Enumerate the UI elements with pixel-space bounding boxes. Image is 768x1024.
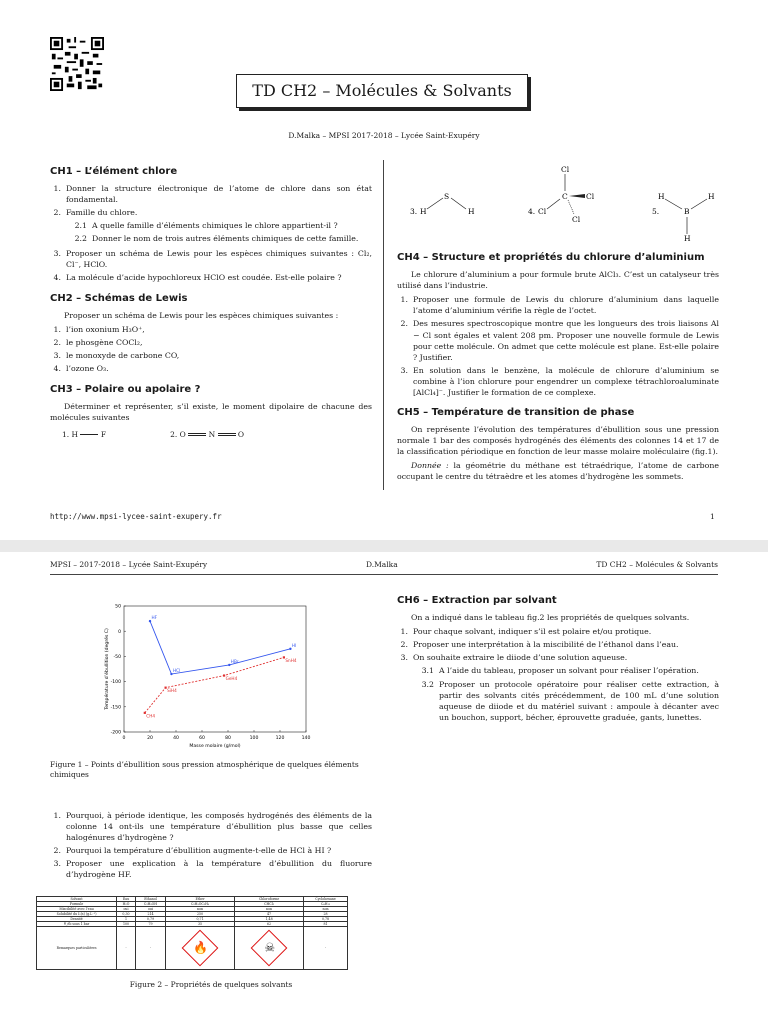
svg-text:H: H [708, 192, 715, 201]
data-point [149, 620, 151, 622]
molecule-bh3 [652, 192, 715, 243]
molecule-structures [400, 158, 720, 248]
svg-text:Cl: Cl [561, 165, 570, 174]
ch5-heading: CH5 – Température de transition de phase [397, 406, 635, 418]
ch5-note: Donnée : la géométrie du méthane est tétraédrique, l’atome de carbone occupant le centre du tétraèdre et les atomes d’hydrogène les sommets. [397, 461, 720, 482]
series-line [145, 657, 284, 712]
ch6-section [397, 594, 719, 725]
x-tick-label: 20 [147, 736, 153, 741]
list-item: 2. Famille du chlore. [53, 208, 138, 218]
ch6-heading: CH6 – Extraction par solvant [397, 595, 557, 606]
table-cell: oui [117, 907, 136, 912]
list-item: 2. Proposer une interprétation à la miscibilité de l’éthanol dans l’eau. [400, 640, 679, 650]
header-rule [50, 574, 718, 575]
boiling-point-chart [84, 600, 314, 752]
questions-list [50, 810, 372, 882]
ch3-heading: CH3 – Polaire ou apolaire ? [50, 384, 201, 396]
ch5-paragraph: On représente l’évolution des températures d’ébullition sous une pression normale 1 bar des composés hydrogénés des éléments des colonnes 14 et 17 de la classification périodique en fonction de leur masse molaire moléculaire (fig.1). [397, 425, 719, 457]
molecule-ccl4 [528, 165, 595, 224]
y-tick-label: 0 [118, 629, 121, 635]
table-cell: 100 [117, 922, 136, 927]
figure-2-caption: Figure 2 – Propriétés de quelques solvants [129, 980, 293, 989]
data-label: SiH4 [167, 688, 177, 694]
x-tick-label: 60 [199, 736, 205, 741]
ch6-intro: On a indiqué dans le tableau fig.2 les propriétés de quelques solvants. [411, 613, 690, 623]
table-cell: Densité [37, 917, 117, 922]
table-cell: 1 [117, 917, 136, 922]
table-cell: C₆H₁₂ [304, 902, 348, 907]
table-cell: Eau [117, 897, 136, 902]
x-tick-label: 100 [249, 736, 259, 741]
table-cell: CHCl₃ [235, 902, 304, 907]
svg-text:H: H [468, 207, 475, 216]
data-point [170, 673, 172, 675]
ch3-intro: Déterminer et représenter, s’il existe, le moment dipolaire de chacune des molécules suivantes [50, 402, 372, 423]
table-cell: C₂H₅OH [135, 902, 165, 907]
list-item: 1. Pour chaque solvant, indiquer s’il est polaire et/ou protique. [400, 627, 652, 637]
data-point [289, 648, 291, 650]
author-line: D.Malka – MPSI 2017-2018 – Lycée Saint-Exupéry [288, 131, 480, 140]
svg-text:H: H [684, 234, 691, 243]
column-divider [383, 160, 384, 490]
data-label: HCl [172, 668, 181, 674]
ch2-intro: Proposer un schéma de Lewis pour les espèces chimiques suivantes : [64, 310, 339, 320]
table-row: Remarques particulières - - 🔥 ☠ - [37, 927, 348, 970]
list-item: 3. le monoxyde de carbone CO, [53, 351, 180, 361]
page-gap [0, 540, 768, 552]
list-item: 1. Pourquoi, à période identique, les composés hydrogénés des éléments de la colonne 14 ont-ils une température d’ébullition plus basse que celles halogénures d’hydrogène ? [53, 811, 372, 843]
svg-text:Cl: Cl [586, 192, 595, 201]
solvents-table [36, 896, 348, 970]
sub-item: 3.2 Proposer un protocole opératoire pour réaliser cette extraction, à partir des solvants cités précédemment, de 100 mL d’une solution aqueuse de diiode et du matériel suivant : ampoule à décanter avec un bouchon, support, bécher, éprouvette graduée, gants, lunettes. [421, 679, 719, 722]
table-cell: non [304, 907, 348, 912]
list-item: 1. Proposer une formule de Lewis du chlorure d’aluminium dans laquelle l’atome d’aluminium vérifie la règle de l’octet. [400, 295, 719, 316]
sub-item: 3.1 A l’aide du tableau, proposer un solvant pour réaliser l’opération. [421, 666, 699, 676]
sub-item: 2.1 A quelle famille d’éléments chimiques le chlore appartient-il ? [74, 221, 338, 231]
table-cell: Solvant [37, 897, 117, 902]
data-label: SnH4 [285, 657, 297, 663]
table-cell: 47 [235, 912, 304, 917]
ch4-intro: Le chlorure d’aluminium a pour formule brute AlCl₃. C’est un catalyseur très utilisé dans l’industrie. [397, 270, 719, 291]
list-item: 1. l’ion oxonium H₃O⁺, [53, 324, 145, 334]
left-column [50, 165, 372, 440]
table-cell: 35 [166, 922, 235, 927]
x-tick-label: 0 [122, 736, 126, 741]
list-item: 1. Donner la structure électronique de l’atome de chlore dans son état fondamental. [53, 184, 372, 205]
data-label: CH4 [146, 713, 156, 719]
table-cell: 1,48 [235, 917, 304, 922]
flammable-pictogram-icon: 🔥 [182, 930, 219, 967]
list-item: 3. Proposer une explication à la température d’ébullition du fluorure d’hydrogène HF. [53, 859, 372, 880]
qr-code-icon[interactable] [50, 37, 104, 91]
table-cell: H₂O [117, 902, 136, 907]
svg-text:5.: 5. [652, 207, 660, 216]
y-tick-label: 50 [115, 604, 121, 610]
table-cell: 62 [235, 922, 304, 927]
x-tick-label: 40 [173, 736, 179, 741]
table-cell: Cyclohexane [304, 897, 348, 902]
page-number: 1 [710, 512, 715, 521]
list-item: 2. Des mesures spectroscopique montre que les longueurs des trois liaisons Al − Cl sont égales et valent 208 pm. Proposer une nouvelle formule de Lewis pour cette molécule. On admet que cette molécule est plane. Est-elle polaire ? Justifier. [400, 319, 719, 362]
document-title: TD CH2 – Molécules & Solvants [236, 74, 528, 108]
table-cell: 28 [304, 912, 348, 917]
right-column [397, 251, 719, 485]
molecule-row [62, 430, 372, 441]
running-header-right: TD CH2 – Molécules & Solvants [596, 560, 718, 569]
table-cell: C₂H₅OC₂H₅ [166, 902, 235, 907]
page-2 [0, 552, 768, 1024]
svg-text:Cl: Cl [572, 215, 581, 224]
data-label: HBr [230, 658, 239, 664]
table-cell: Solubilité du I₂(s) (g.L⁻¹) [37, 912, 117, 917]
list-item: 3. Proposer un schéma de Lewis pour les espèces chimiques suivantes : Cl₂, Cl⁻, HClO. [53, 248, 372, 269]
table-cell: 0,79 [135, 917, 165, 922]
svg-text:Cl: Cl [538, 207, 547, 216]
table-cell: oui [135, 907, 165, 912]
running-header-left: MPSI – 2017-2018 – Lycée Saint-Exupéry [50, 560, 208, 569]
figure-1-caption: Figure 1 – Points d’ébullition sous pression atmosphérique de quelques éléments chimiques [50, 760, 359, 780]
footer-url[interactable]: http://www.mpsi-lycee-saint-exupery.fr [50, 512, 222, 521]
list-item: 3. On souhaite extraire le diiode d’une solution aqueuse. [400, 653, 628, 663]
svg-text:3.: 3. [410, 207, 418, 216]
molecule-h2s [410, 192, 475, 216]
table-cell: 81 [304, 922, 348, 927]
molecule-ono: 2. O N O [170, 429, 245, 439]
table-cell: 214 [135, 912, 165, 917]
table-cell: 79 [135, 922, 165, 927]
svg-text:C: C [562, 192, 568, 201]
x-tick-label: 80 [225, 736, 231, 741]
svg-text:S: S [444, 192, 450, 201]
y-tick-label: -150 [110, 705, 121, 711]
x-tick-label: 120 [275, 736, 285, 741]
svg-text:4.: 4. [528, 207, 536, 216]
y-axis-label: Température d’ébullition (degrés C) [105, 628, 110, 710]
y-tick-label: -200 [110, 730, 121, 736]
x-axis-label: Masse molaire (g/mol) [189, 744, 241, 749]
svg-text:B: B [684, 207, 690, 216]
solvents-table-wrap [36, 896, 348, 970]
table-cell: Ethanol [135, 897, 165, 902]
data-label: HI [291, 642, 297, 648]
sub-item: 2.2 Donner le nom de trois autres éléments chimiques de cette famille. [74, 234, 359, 244]
table-cell: 250 [166, 912, 235, 917]
svg-text:H: H [658, 192, 665, 201]
running-header-center: D.Malka [366, 560, 398, 569]
list-item: 4. La molécule d’acide hypochloreux HClO est coudée. Est-elle polaire ? [53, 272, 342, 282]
table-cell: Ether [166, 897, 235, 902]
svg-text:H: H [420, 207, 427, 216]
list-item: 2. Pourquoi la température d’ébullition augmente-t-elle de HCl à HI ? [53, 846, 332, 856]
y-tick-label: -100 [110, 680, 121, 686]
table-cell: 0,78 [304, 917, 348, 922]
series-line [150, 621, 290, 674]
x-tick-label: 140 [301, 736, 311, 741]
toxic-pictogram-icon: ☠ [251, 930, 288, 967]
data-label: GeH4 [225, 676, 238, 682]
table-cell: 0,71 [166, 917, 235, 922]
ch4-heading: CH4 – Structure et propriétés du chlorure d’aluminium [397, 252, 705, 263]
list-item: 3. En solution dans le benzène, la molécule de chlorure d’aluminium se combine à l’ion chlorure pour engendrer un complexe tétrachloroaluminate [AlCl₄]⁻. Justifier le formation de ce complexe. [400, 365, 719, 397]
table-cell: non [166, 907, 235, 912]
ch1-heading: CH1 – L’élément chlore [50, 166, 178, 177]
table-cell: non [235, 907, 304, 912]
table-cell: Chloroforme [235, 897, 304, 902]
table-cell: 0,30 [117, 912, 136, 917]
molecule-hf: 1. H F [62, 429, 107, 439]
data-label: HF [151, 615, 158, 621]
table-cell: θ_éb sous 1 bar [37, 922, 117, 927]
data-point [228, 664, 230, 666]
table-cell: Formule [37, 902, 117, 907]
ch2-heading: CH2 – Schémas de Lewis [50, 292, 188, 304]
list-item: 4. l’ozone O₃. [53, 364, 109, 374]
list-item: 2. le phosgène COCl₂, [53, 338, 143, 347]
table-cell: Miscibilité avec l’eau [37, 907, 117, 912]
y-tick-label: -50 [113, 655, 121, 660]
